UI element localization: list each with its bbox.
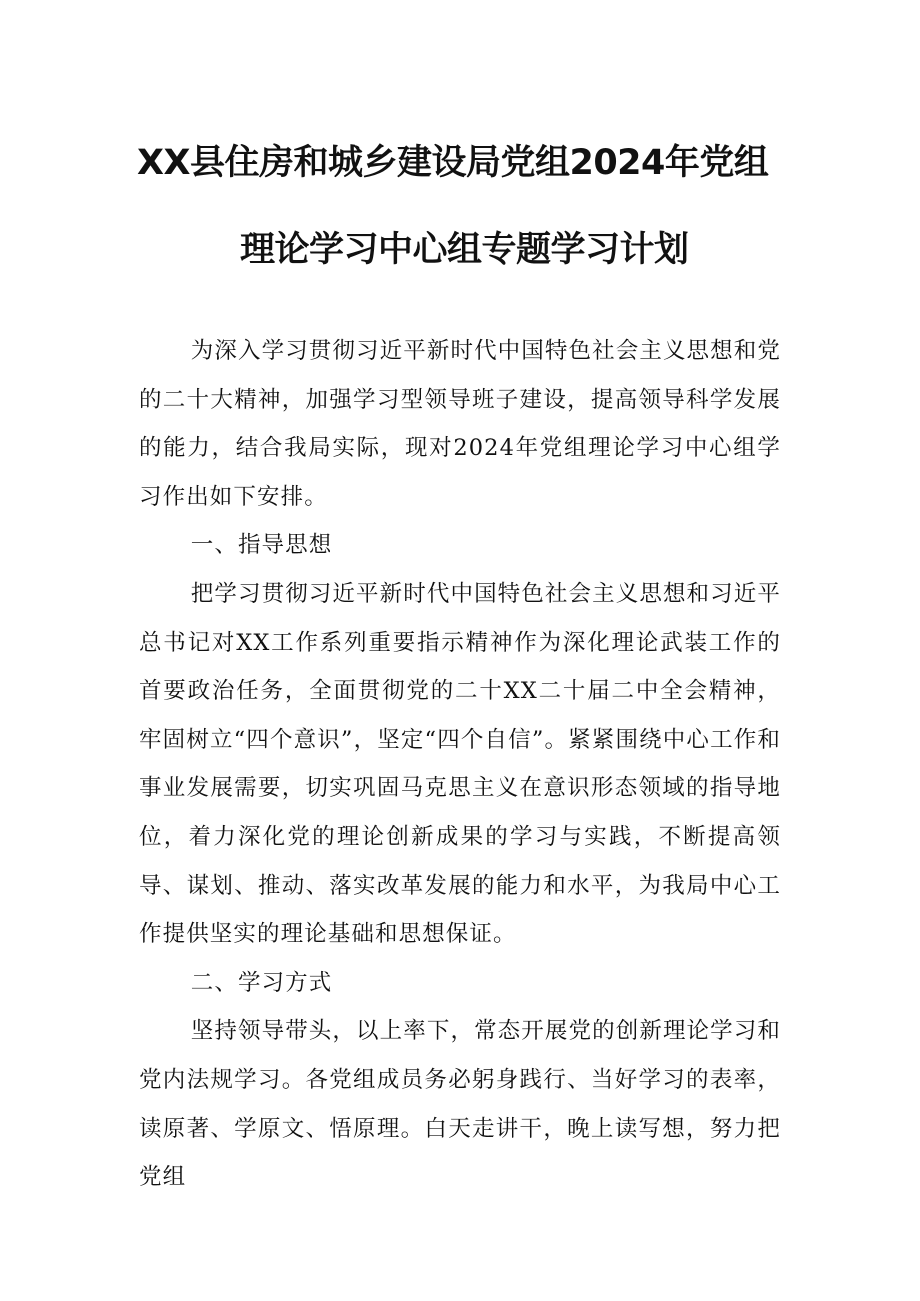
intro-paragraph: 为深入学习贯彻习近平新时代中国特色社会主义思想和党的二十大精神，加强学习型领导班子建设，提高领导科学发展的能力，结合我局实际，现对2024年党组理论学习中心组学习作出如下安排。 xyxy=(139,338,781,510)
section2-heading: 二、学习方式 xyxy=(190,969,333,996)
section1-heading: 一、指导思想 xyxy=(190,532,333,559)
section1-paragraph: 把学习贯彻习近平新时代中国特色社会主义思想和习近平总书记对XX工作系列重要指示精神作为深化理论武装工作的首要政治任务，全面贯彻党的二十XX二十届二中全会精神，牢固树立“四个意识”，坚定“四个自信”。紧紧围绕中心工作和事业发展需要，切实巩固马克思主义在意识形态领域的指导地位，着力深化党的理论创新成果的学习与实践，不断提高领导、谋划、推动、落实改革发展的能力和水平，为我局中心工作提供坚实的理论基础和思想保证。 xyxy=(139,580,781,948)
document-body xyxy=(139,327,781,1202)
document-title-line2: 理论学习中心组专题学习计划 xyxy=(240,230,689,270)
section2-paragraph: 坚持领导带头，以上率下，常态开展党的创新理论学习和党内法规学习。各党组成员务必躬身践行、当好学习的表率，读原著、学原文、悟原理。白天走讲干，晚上读写想，努力把党组 xyxy=(139,1018,781,1191)
document-title-line1: XX县住房和城乡建设局党组2024年党组 xyxy=(137,143,769,183)
